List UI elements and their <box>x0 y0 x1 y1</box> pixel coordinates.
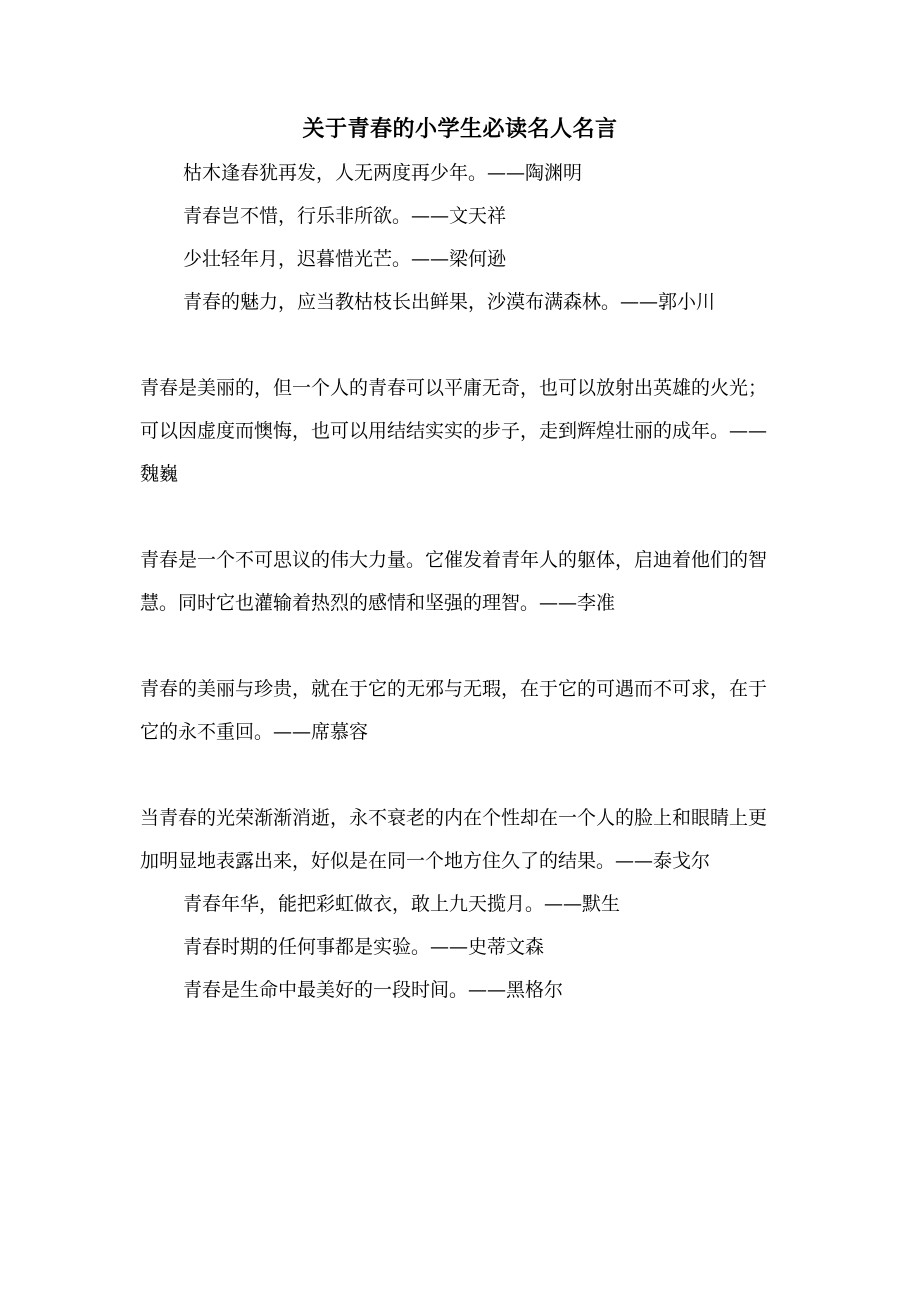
quote-paragraph: 枯木逢春犹再发，人无两度再少年。——陶渊明 <box>183 162 583 184</box>
quote-paragraph: 青春的美丽与珍贵，就在于它的无邪与无瑕，在于它的可遇而不可求，在于它的永不重回。——席慕容 <box>140 678 768 743</box>
quote-paragraph: 青春是美丽的，但一个人的青春可以平庸无奇，也可以放射出英雄的火光；可以因虚度而懊悔，也可以用结结实实的步子，走到辉煌壮丽的成年。——魏巍 <box>140 377 768 485</box>
paragraph-spacer <box>140 324 772 367</box>
quote-paragraph: 青春是生命中最美好的一段时间。——黑格尔 <box>183 979 564 1001</box>
paragraph-spacer <box>140 625 772 668</box>
quote-paragraph: 青春岂不惜，行乐非所欲。——文天祥 <box>183 205 507 227</box>
quote-paragraph: 青春的魅力，应当教枯枝长出鲜果，沙漠布满森林。——郭小川 <box>183 291 716 313</box>
quote-paragraph: 少壮轻年月，迟暮惜光芒。——梁何逊 <box>183 248 507 270</box>
document-title: 关于青春的小学生必读名人名言 <box>302 116 618 142</box>
document-body <box>140 152 772 1012</box>
quote-paragraph: 青春年华，能把彩虹做衣，敢上九天揽月。——默生 <box>183 893 621 915</box>
quote-paragraph: 青春时期的任何事都是实验。——史蒂文森 <box>183 936 545 958</box>
quote-paragraph: 当青春的光荣渐渐消逝，永不衰老的内在个性却在一个人的脸上和眼睛上更加明显地表露出来，好似是在同一个地方住久了的结果。——泰戈尔 <box>140 807 768 872</box>
quote-paragraph: 青春是一个不可思议的伟大力量。它催发着青年人的躯体，启迪着他们的智慧。同时它也灌输着热烈的感情和坚强的理智。——李准 <box>140 549 768 614</box>
paragraph-spacer <box>140 496 772 539</box>
paragraph-spacer <box>140 754 772 797</box>
